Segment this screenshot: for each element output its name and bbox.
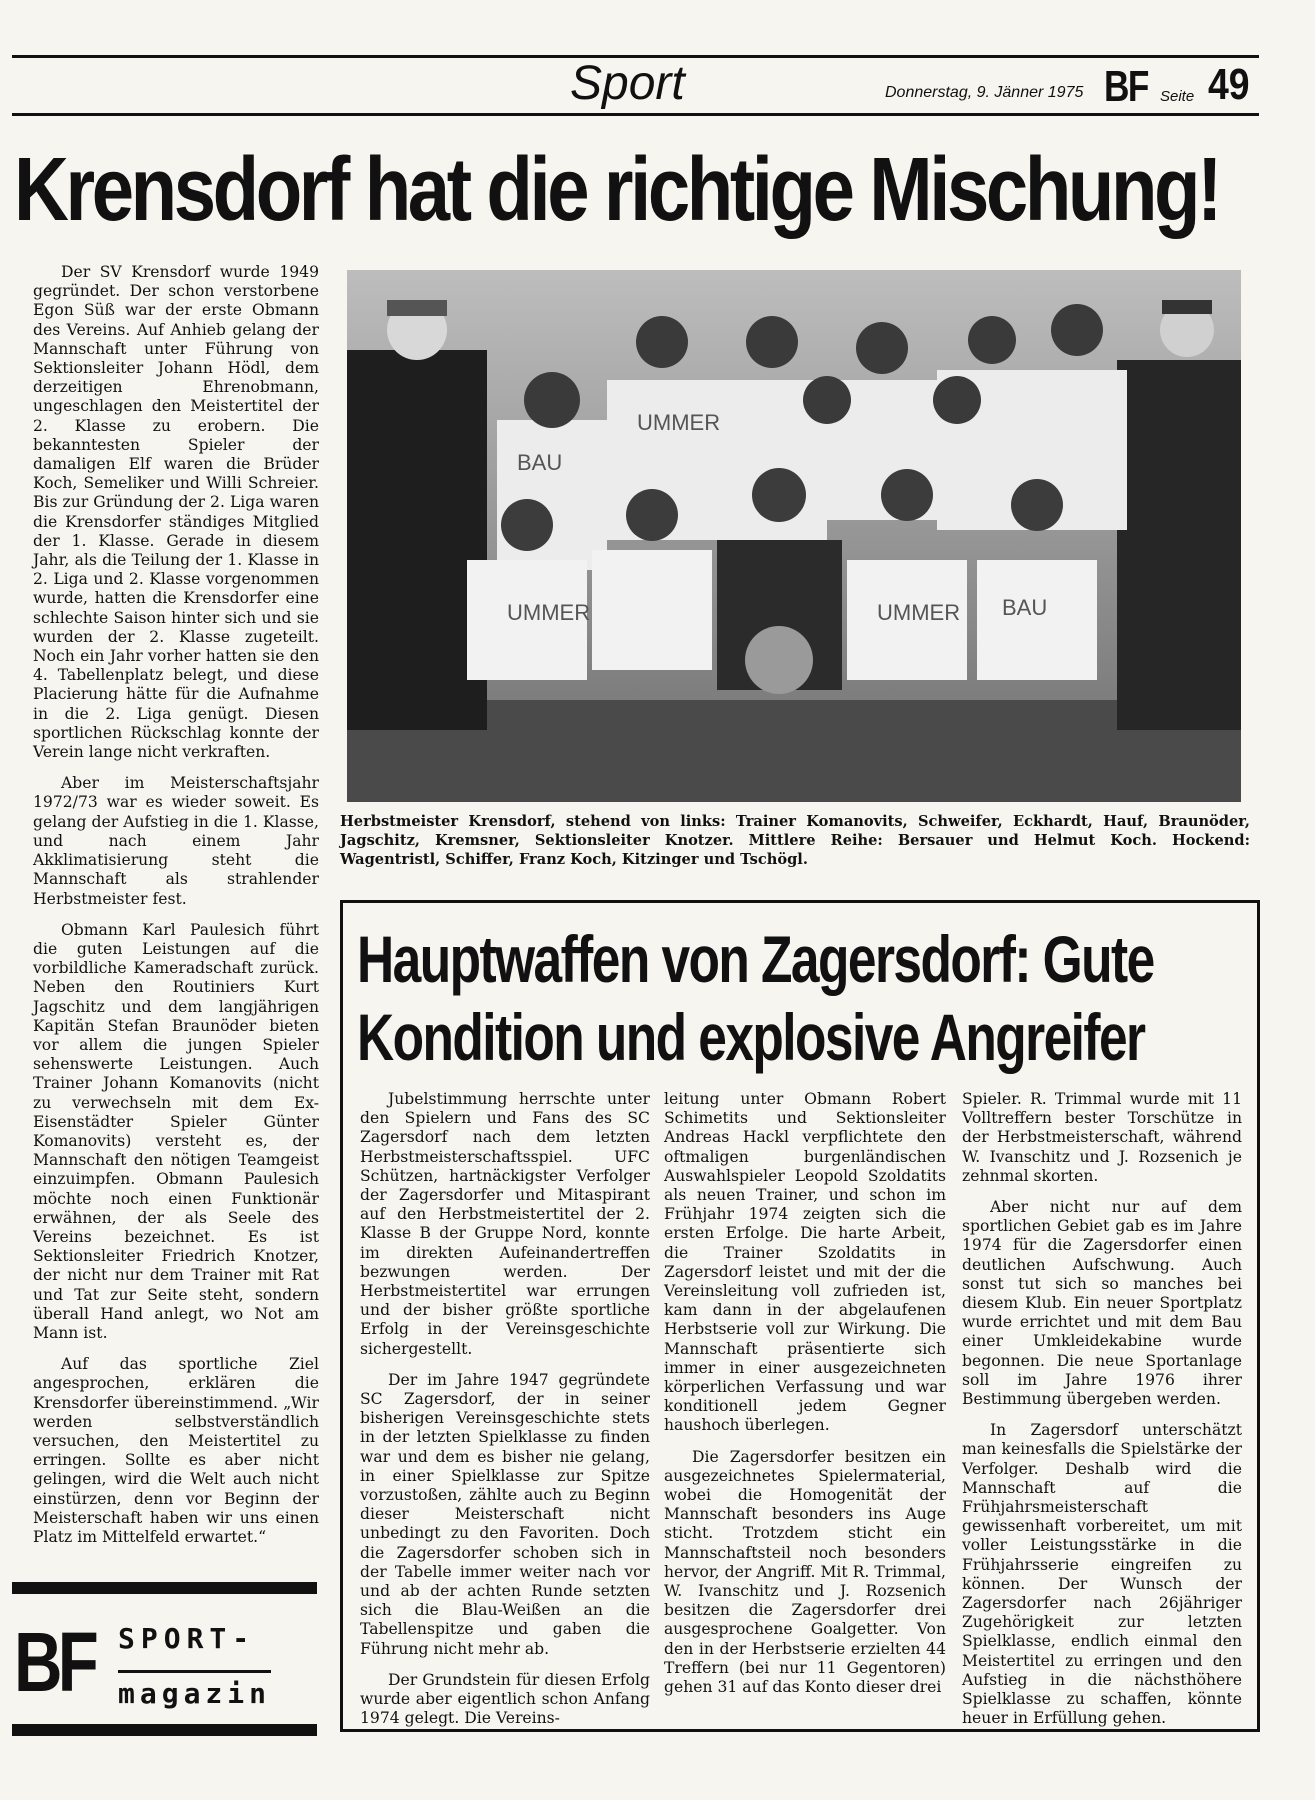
issue-date: Donnerstag, 9. Jänner 1975 <box>885 84 1084 101</box>
zagersdorf-headline <box>357 920 1154 1076</box>
photo-caption: Herbstmeister Krensdorf, stehend von links: Trainer Komanovits, Schweifer, Eckhardt, Hauf, Braunöder, Jagschitz, Kremsner, Sektionsleiter Knotzer. Mittlere Reihe: Bersauer und Helmut Koch. Hockend: Wagentristl, Schiffer, Franz Koch, Kitzinger und Tschögl. <box>340 813 1250 868</box>
sportmagazin-logo-magazin: magazin <box>118 1670 271 1710</box>
article-paragraph: Auf das sportliche Ziel angesprochen, erklären die Krensdorfer übereinstimmend. „Wir werden selbstverständlich versuchen, den Meistertitel zu erringen. Sollte es aber nicht gelingen, wird die Welt auch nicht einstürzen, denn vor Beginn der Meisterschaft haben wir uns einen Platz im Mittelfeld erwartet.“ <box>33 1355 319 1546</box>
main-headline: Krensdorf hat die richtige Mischung! <box>14 140 1220 240</box>
football <box>745 626 813 694</box>
page-number: 49 <box>1208 60 1250 109</box>
zagersdorf-headline-line1: Hauptwaffen von Zagersdorf: Gute <box>357 922 1154 996</box>
article-krensdorf <box>33 263 319 1559</box>
shirt-text: UMMER <box>637 410 721 435</box>
sportmagazin-logo-sport: SPORT- <box>118 1622 256 1655</box>
article-paragraph: Die Zagersdorfer besitzen ein ausgezeichnetes Spielermaterial, wobei die Homogenität der Mannschaft besonders ins Auge sticht. Trotzdem sticht ein Mannschaftsteil noch besonders hervor, der Angriff. Mit R. Trimmal, W. Ivanschitz und J. Rozsenich besitzen die Zagersdorfer drei ausgesprochene Goalgetter. Von den in der Herbstserie erzielten 44 Treffern (bei nur 11 Gegentoren) gehen 31 auf das Konto dieser drei <box>664 1447 946 1697</box>
page-label: Seite <box>1160 88 1195 105</box>
zagersdorf-headline-line2: Kondition und explosive Angreifer <box>357 1000 1145 1074</box>
article-paragraph: Obmann Karl Paulesich führt die guten Leistungen auf die vorbildliche Kameradschaft zurück. Neben den Routiniers Kurt Jagschitz und dem langjährigen Kapitän Stefan Braunöder bieten vor allem die jungen Spieler sehenswerte Leistungen. Auch Trainer Johann Komanovits (nicht zu verwechseln mit dem Ex-Eisenstädter Spieler Günter Komanovits) versteht es, der Mannschaft den nötigen Teamgeist einzuimpfen. Obmann Paulesich möchte noch einen Funktionär erwähnen, der als Seele des Vereins bezeichnet. Es ist Sektionsleiter Friedrich Knotzer, der nicht nur dem Trainer mit Rat und Tat zur Seite steht, sondern überall Hand anlegt, wo Not am Mann ist. <box>33 920 319 1342</box>
paper-logo: BF <box>1104 62 1148 111</box>
shirt-text: BAU <box>1002 595 1048 620</box>
team-photo <box>347 270 1241 802</box>
zagersdorf-column-2 <box>664 1090 946 1709</box>
article-paragraph: Der Grundstein für diesen Erfolg wurde aber eigentlich schon Anfang 1974 gelegt. Die Vereins- <box>360 1670 650 1728</box>
shirt-text: UMMER <box>877 600 961 625</box>
team-photo-illustration <box>347 270 1241 802</box>
article-paragraph: Der im Jahre 1947 gegründete SC Zagersdorf, der in seiner bisherigen Vereinsgeschichte stets in der letzten Spielklasse zu finden war und dem es bisher nie gelang, in einer Spielklasse zur Spitze vorzustoßen, zählte auch zu Beginn dieser Meisterschaft nicht unbedingt zu den Favoriten. Doch die Zagersdorfer schoben sich in der Tabelle immer weiter nach vor und ab der achten Runde setzten sich die Blau-Weißen an die Tabellenspitze und gaben die Führung nicht mehr ab. <box>360 1370 650 1658</box>
article-paragraph: Der SV Krensdorf wurde 1949 gegründet. Der schon verstorbene Egon Süß war der erste Obmann des Vereins. Auf Anhieb gelang der Mannschaft unter Führung von Sektionsleiter Johann Hödl, dem derzeitigen Ehrenobmann, ungeschlagen den Meistertitel der 2. Klasse zu erobern. Die bekanntesten Spieler der damaligen Elf waren die Brüder Koch, Semeliker und Willi Schreier. Bis zur Gründung der 2. Liga waren die Krensdorfer ständiges Mitglied der 1. Klasse. Gerade in diesem Jahr, als die Teilung der 1. Klasse in 2. Liga und 2. Klasse vorgenommen wurde, hatten die Krensdorfer eine schlechte Saison hinter sich und sie wurden der 2. Klasse zugeteilt. Noch ein Jahr vorher hatten sie den 4. Tabellenplatz belegt, und diese Placierung hätte für die Aufnahme in die 2. Liga genügt. Diesen sportlichen Rückschlag konnte der Verein lange nicht verkraften. <box>33 263 319 762</box>
article-paragraph: Aber im Meisterschaftsjahr 1972/73 war es wieder soweit. Es gelang der Aufstieg in die 1. Klasse, und nach einem Jahr Akklimatisierung steht die Mannschaft als strahlender Herbstmeister fest. <box>33 774 319 908</box>
header-bottom-rule <box>12 113 1259 116</box>
article-paragraph: leitung unter Obmann Robert Schimetits und Sektionsleiter Andreas Hackl verpflichtete den oftmaligen burgenländischen Auswahlspieler Leopold Szoldatits als neuen Trainer, und schon im Frühjahr 1974 zeigten sich die ersten Erfolge. Die harte Arbeit, die Trainer Szoldatits in Zagersdorf leistet und mit der die Vereinsleitung voll zufrieden ist, kam dann in der abgelaufenen Herbstserie voll zur Wirkung. Die Mannschaft präsentierte sich immer in einer ausgezeichneten körperlichen Verfassung und war konditionell jedem Gegner haushoch überlegen. <box>664 1090 946 1435</box>
zagersdorf-column-3 <box>962 1090 1242 1741</box>
article-paragraph: Aber nicht nur auf dem sportlichen Gebiet gab es im Jahre 1974 für die Zagersdorfer einen deutlichen Aufschwung. Auch sonst tut sich so manches bei diesem Klub. Ein neuer Sportplatz wurde errichtet und mit dem Bau einer Umkleidekabine wurde begonnen. Die neue Sportanlage soll im Jahre 1976 ihrer Bestimmung übergeben werden. <box>962 1198 1242 1409</box>
shirt-text: UMMER <box>507 600 591 625</box>
section-title: Sport <box>570 57 685 110</box>
article-paragraph: Spieler. R. Trimmal wurde mit 11 Volltreffern bester Torschütze in der Herbstmeisterschaft, während W. Ivanschitz und J. Rozsenich je zehnmal skorten. <box>962 1090 1242 1185</box>
article-paragraph: In Zagersdorf unterschätzt man keinesfalls die Spielstärke der Verfolger. Deshalb wird die Mannschaft auf die Frühjahrsmeisterschaft gewissenhaft vorbereitet, um mit voller Leistungsstärke in die Frühjahrsserie eingreifen zu können. Der Wunsch der Zagersdorfer nach 26jähriger Zugehörigkeit zur letzten Spielklasse, endlich einmal den Meistertitel zu erringen und den Aufstieg in die nächsthöhere Spielklasse zu schaffen, könnte heuer in Erfüllung gehen. <box>962 1421 1242 1728</box>
sportmagazin-logo-bf: BF <box>14 1615 94 1709</box>
article-paragraph: Jubelstimmung herrschte unter den Spielern und Fans des SC Zagersdorf nach dem letzten Herbstmeisterschaftsspiel. UFC Schützen, hartnäckigster Verfolger der Zagersdorfer und Mitaspirant auf den Herbstmeistertitel der 2. Klasse B der Gruppe Nord, konnte im direkten Aufeinandertreffen bezwungen werden. Der Herbstmeistertitel war errungen und der bisher größte sportliche Erfolg in der Vereinsgeschichte sichergestellt. <box>360 1090 650 1358</box>
shirt-text: BAU <box>517 450 563 475</box>
zagersdorf-column-1 <box>360 1090 650 1741</box>
